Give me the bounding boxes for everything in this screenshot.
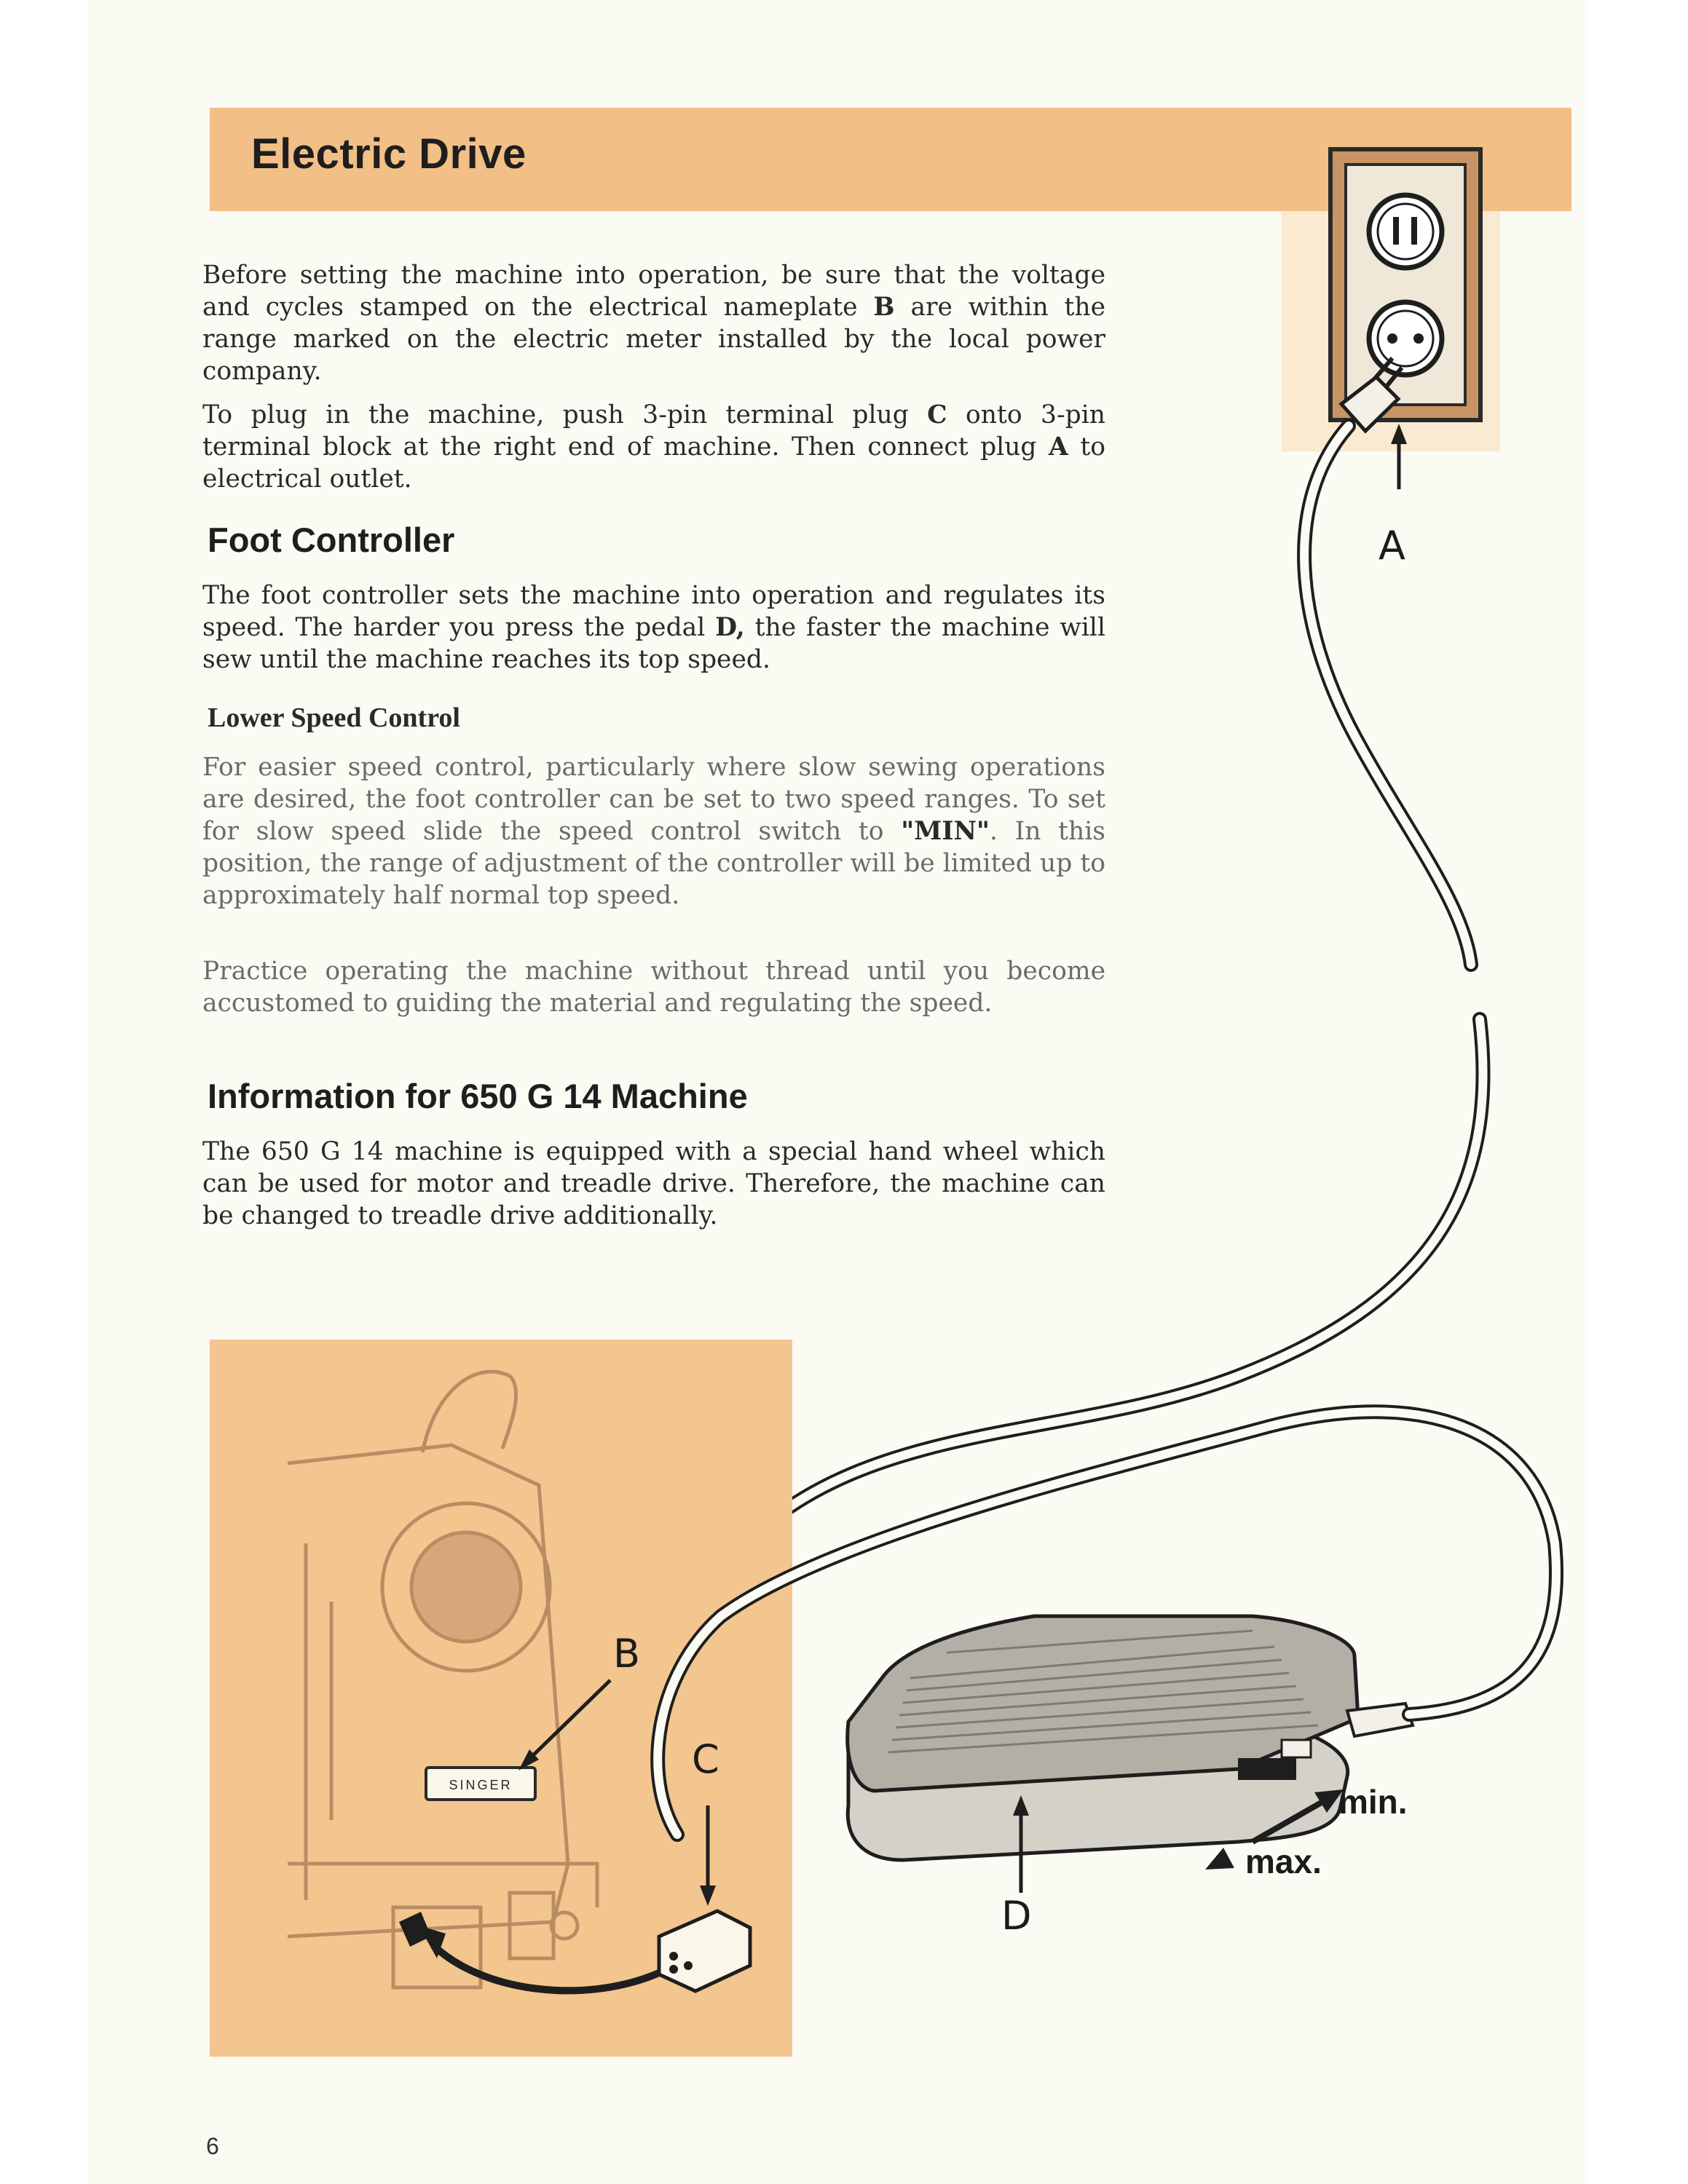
intro-p1-ref-b: B (873, 293, 895, 322)
lower-speed-paragraph-1 (202, 751, 1105, 911)
page-title: Electric Drive (251, 130, 526, 178)
page-number: 6 (206, 2133, 219, 2159)
foot-controller-paragraph (202, 579, 1105, 676)
label-d: D (1001, 1893, 1032, 1939)
intro-p2-ref-c: C (927, 400, 947, 430)
lower-p1-min: "MIN" (901, 817, 990, 846)
intro-p2-text-c: to electrical outlet. (202, 432, 1105, 494)
nameplate-text: SINGER (449, 1778, 513, 1792)
foot-p1-text-a: The foot controller sets the machine into operation and regulates its speed. The harder you press the pedal (202, 581, 1105, 642)
intro-p1-text-a: Before setting the machine into operation, be sure that the voltage and cycles stamped on the electrical nameplate (202, 261, 1105, 322)
nameplate (426, 1768, 535, 1800)
intro-paragraph-1 (202, 259, 1105, 387)
label-max: max. (1245, 1843, 1322, 1880)
wall-outlet-icon (1330, 149, 1480, 420)
label-c: C (692, 1736, 719, 1782)
intro-p2-ref-a: A (1049, 432, 1068, 462)
label-a: A (1379, 523, 1405, 569)
intro-p2-text-a: To plug in the machine, push 3-pin terminal plug (202, 400, 928, 430)
intro-paragraph-2 (202, 399, 1105, 495)
label-b: B (613, 1631, 641, 1677)
foot-controller-icon (848, 1616, 1413, 1860)
lower-p1-text-a: For easier speed control, particularly where slow sewing operations are desired, the foot controller can be set to two speed ranges. To set for slow speed slide the speed control switch to (202, 753, 1105, 846)
heading-lower-speed: Lower Speed Control (208, 703, 460, 733)
foot-p1-text-b: the faster the machine will sew until the machine reaches its top speed. (202, 613, 1105, 674)
intro-p1-text-b: are within the range marked on the electric meter installed by the local power company. (202, 293, 1106, 386)
label-min: min. (1338, 1783, 1408, 1821)
heading-foot-controller: Foot Controller (208, 521, 455, 559)
heading-info-650: Information for 650 G 14 Machine (208, 1077, 748, 1115)
lower-speed-paragraph-2: Practice operating the machine without thread until you become accustomed to guiding the material and regulating the speed. (202, 957, 1105, 1018)
foot-p1-ref-d: D, (715, 613, 745, 642)
intro-p2-text-b: onto 3-pin terminal block at the right end of machine. Then connect plug (202, 400, 1105, 462)
lower-p1-text-b: . In this position, the range of adjustment of the controller will be limited up to approximately half normal top speed. (202, 817, 1105, 910)
info-650-paragraph: The 650 G 14 machine is equipped with a special hand wheel which can be used for motor and treadle drive. Therefore, the machine can be changed to treadle drive additionally. (202, 1137, 1105, 1230)
